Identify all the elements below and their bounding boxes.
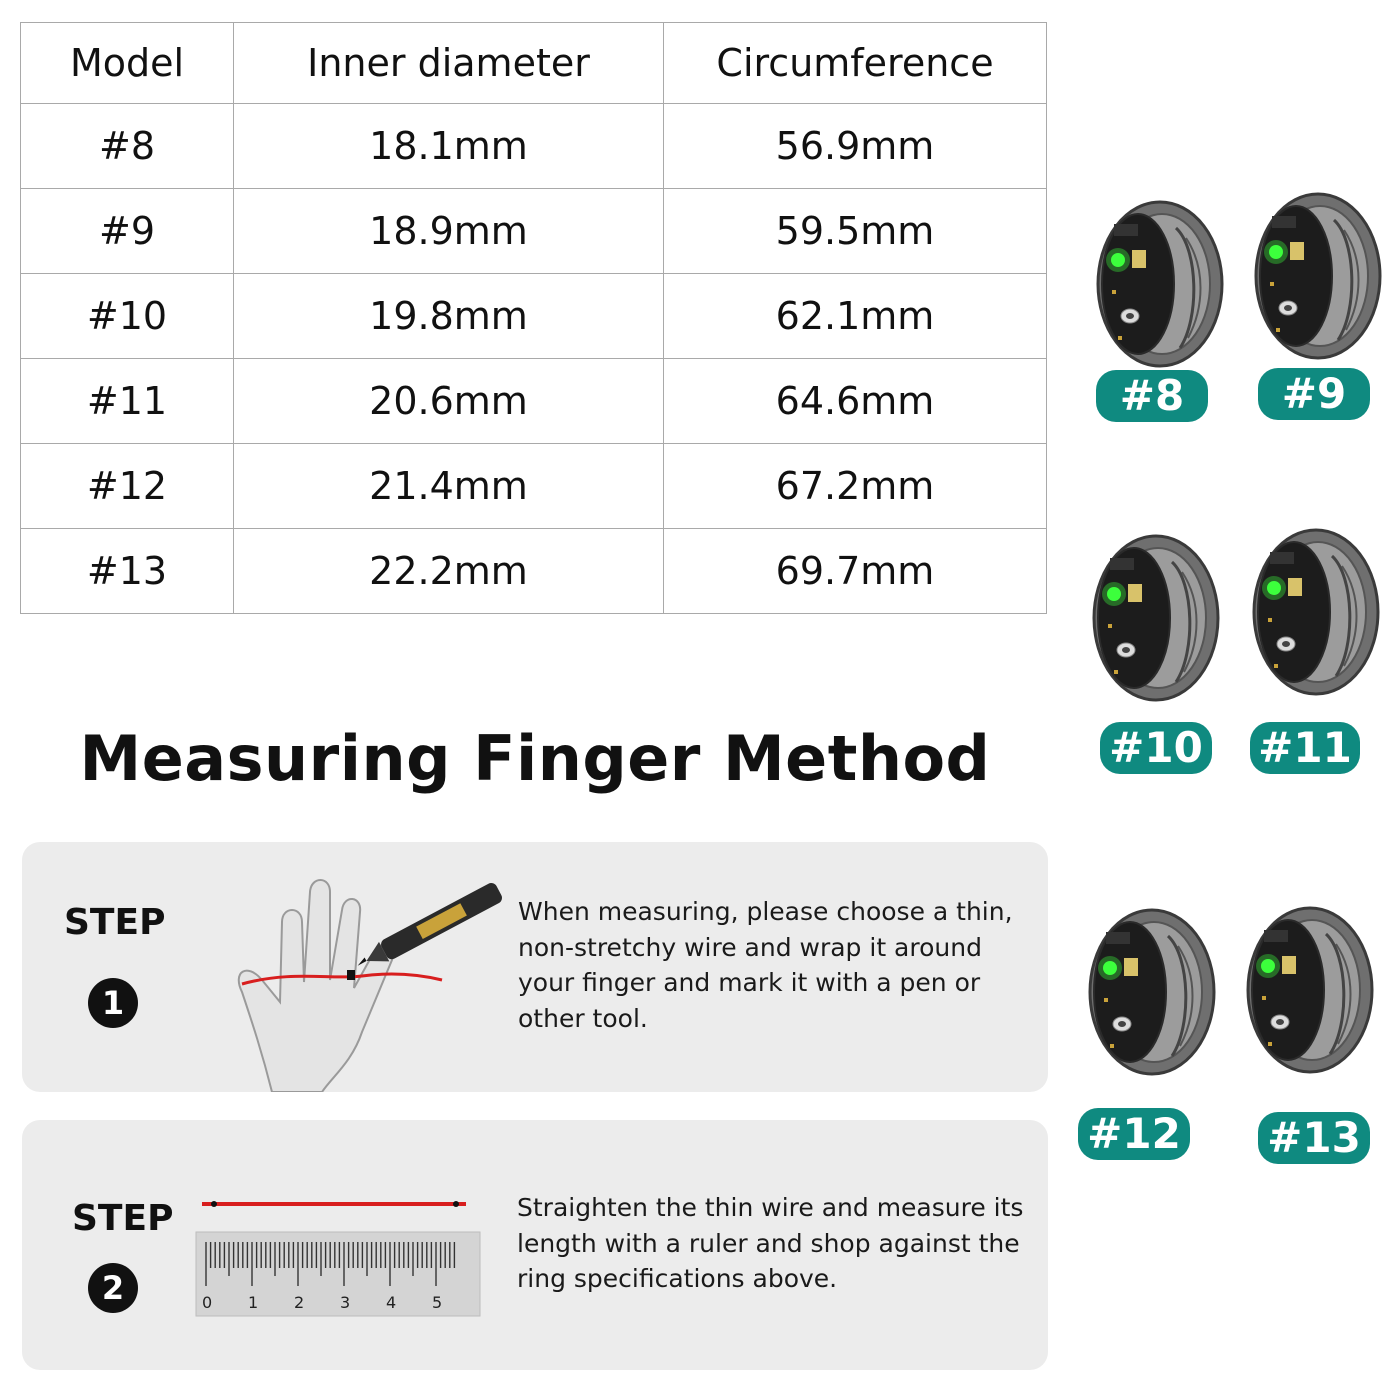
size-badge: #8: [1096, 370, 1208, 422]
step-2-panel: [22, 1120, 1048, 1370]
wire-mark: [347, 970, 355, 980]
ruler-label: 2: [294, 1293, 305, 1312]
model-cell: #10: [21, 274, 234, 359]
circumference-cell: 69.7mm: [664, 529, 1047, 614]
inner-diameter-cell: 18.1mm: [234, 104, 664, 189]
inner-diameter-cell: 21.4mm: [234, 444, 664, 529]
circumference-cell: 64.6mm: [664, 359, 1047, 444]
model-cell: #13: [21, 529, 234, 614]
circumference-cell: 67.2mm: [664, 444, 1047, 529]
step-2-number: 2: [88, 1263, 138, 1313]
table-header-row: [21, 23, 1047, 104]
column-header-circumference: Circumference: [664, 23, 1047, 104]
inner-diameter-cell: 19.8mm: [234, 274, 664, 359]
smart-ring-image: [1080, 906, 1220, 1081]
smart-ring-image: [1244, 526, 1384, 701]
size-badge: #11: [1250, 722, 1360, 774]
model-cell: #11: [21, 359, 234, 444]
step-2-text: Straighten the thin wire and measure its length with a ruler and shop against the ring specifications above.: [517, 1193, 1024, 1293]
column-header-inner-diameter: Inner diameter: [234, 23, 664, 104]
circumference-cell: 56.9mm: [664, 104, 1047, 189]
table-row: [21, 104, 1047, 189]
inner-diameter-cell: 22.2mm: [234, 529, 664, 614]
size-badge: #13: [1258, 1112, 1370, 1164]
ruler-label: 3: [340, 1293, 351, 1312]
circumference-cell: 62.1mm: [664, 274, 1047, 359]
column-header-model: Model: [21, 23, 234, 104]
circumference-cell: 59.5mm: [664, 189, 1047, 274]
model-cell: #12: [21, 444, 234, 529]
table-row: [21, 444, 1047, 529]
hand-measuring-illustration: [202, 862, 522, 1092]
ruler-label: 5: [432, 1293, 443, 1312]
model-cell: #9: [21, 189, 234, 274]
step-1-panel: [22, 842, 1048, 1092]
table-row: [21, 274, 1047, 359]
model-cell: #8: [21, 104, 234, 189]
ruler-label: 4: [386, 1293, 397, 1312]
ruler-illustration: [194, 1190, 494, 1320]
size-badge: #12: [1078, 1108, 1190, 1160]
size-badge: #10: [1100, 722, 1212, 774]
inner-diameter-cell: 18.9mm: [234, 189, 664, 274]
ruler-label: 1: [248, 1293, 259, 1312]
step-1-number: 1: [88, 978, 138, 1028]
ruler-label: 0: [202, 1293, 213, 1312]
step-1-text: When measuring, please choose a thin, non-stretchy wire and wrap it around your finger and mark it with a pen or other tool.: [518, 897, 1013, 1033]
method-heading: Measuring Finger Method: [79, 722, 991, 795]
table-row: [21, 359, 1047, 444]
ring-size-table: [20, 22, 1047, 614]
smart-ring-image: [1246, 190, 1386, 365]
step-2-label: STEP: [72, 1198, 174, 1239]
smart-ring-image: [1084, 532, 1224, 707]
step-1-label: STEP: [64, 902, 166, 943]
size-badge: #9: [1258, 368, 1370, 420]
smart-ring-image: [1238, 904, 1378, 1079]
table-row: [21, 529, 1047, 614]
smart-ring-image: [1088, 198, 1228, 373]
inner-diameter-cell: 20.6mm: [234, 359, 664, 444]
table-row: [21, 189, 1047, 274]
